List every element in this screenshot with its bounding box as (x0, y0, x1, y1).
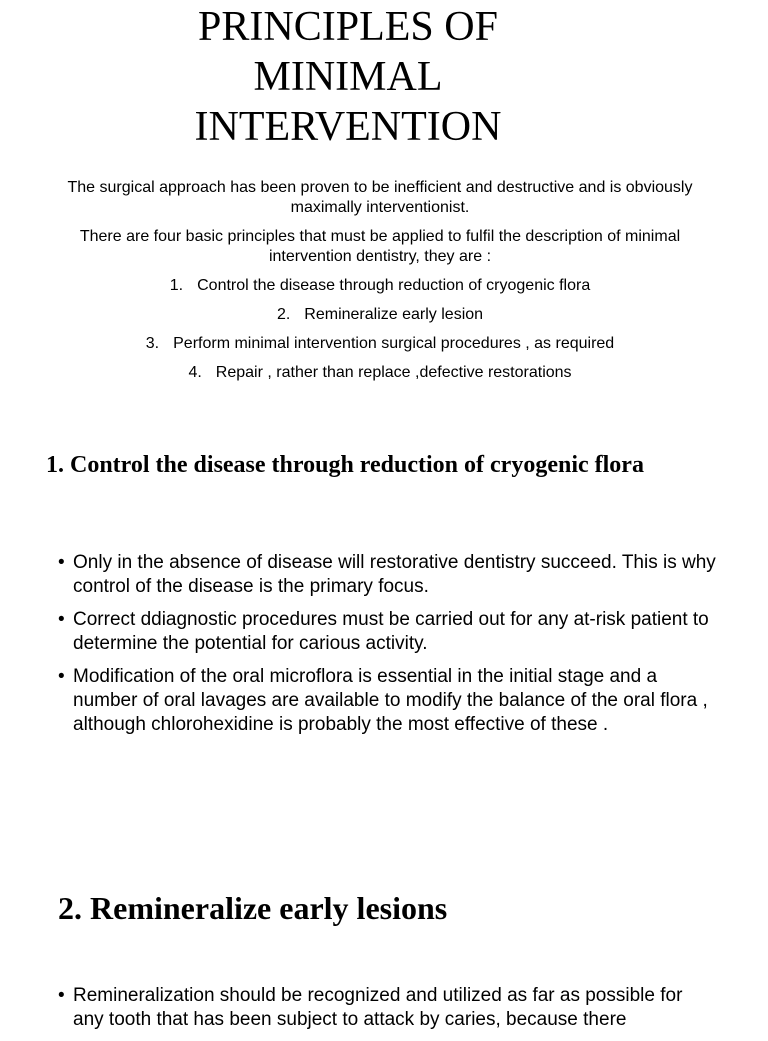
intro-section (60, 178, 700, 392)
section1-bullet-list (58, 551, 718, 746)
principle-number: 4. (188, 364, 202, 381)
principle-item (60, 276, 700, 296)
bullet-item (58, 551, 718, 599)
bullet-item (58, 665, 718, 737)
principle-number: 1. (169, 277, 184, 294)
principle-number: 3. (145, 335, 160, 352)
bullet-text: Only in the absence of disease will restorative dentistry succeed. This is why control of the disease is the primary focus. (73, 552, 716, 597)
principles-list (60, 276, 700, 383)
principle-item (60, 305, 700, 325)
title-line: INTERVENTION (194, 104, 502, 150)
intro-paragraph: The surgical approach has been proven to be inefficient and destructive and is obviously maximally interventionist. (67, 179, 693, 216)
bullet-text: Modification of the oral microflora is essential in the initial stage and a number of oral lavages are available to modify the balance of the oral flora , although chlorohexidine is probably the most effective of these . (73, 666, 708, 735)
principle-text: Repair , rather than replace ,defective restorations (215, 364, 572, 381)
bullet-marker: • (58, 609, 65, 630)
principle-item (60, 334, 700, 354)
principle-text: Perform minimal intervention surgical procedures , as required (173, 335, 615, 352)
title-line: MINIMAL (253, 54, 443, 100)
bullet-text: Correct ddiagnostic procedures must be carried out for any at-risk patient to determine the potential for carious activity. (73, 609, 709, 654)
bullet-marker: • (58, 552, 65, 573)
bullet-item (58, 608, 718, 656)
title-line: PRINCIPLES OF (198, 4, 498, 50)
principle-text: Remineralize early lesion (304, 306, 484, 323)
bullet-marker: • (58, 666, 65, 687)
bullet-item (58, 984, 718, 1032)
principle-item (60, 363, 700, 383)
section-heading: 1. Control the disease through reduction of cryogenic flora (46, 452, 644, 478)
section-heading: 2. Remineralize early lesions (58, 890, 448, 926)
document-title (100, 2, 596, 152)
bullet-marker: • (58, 985, 65, 1006)
intro-paragraph: There are four basic principles that must be applied to fulfil the description of minimal intervention dentistry, they are : (79, 228, 681, 265)
principle-number: 2. (276, 306, 291, 323)
principle-text: Control the disease through reduction of cryogenic flora (197, 277, 591, 294)
section2-bullet-list (58, 984, 718, 1041)
bullet-text: Remineralization should be recognized and utilized as far as possible for any tooth that has been subject to attack by caries, because there (73, 985, 683, 1030)
